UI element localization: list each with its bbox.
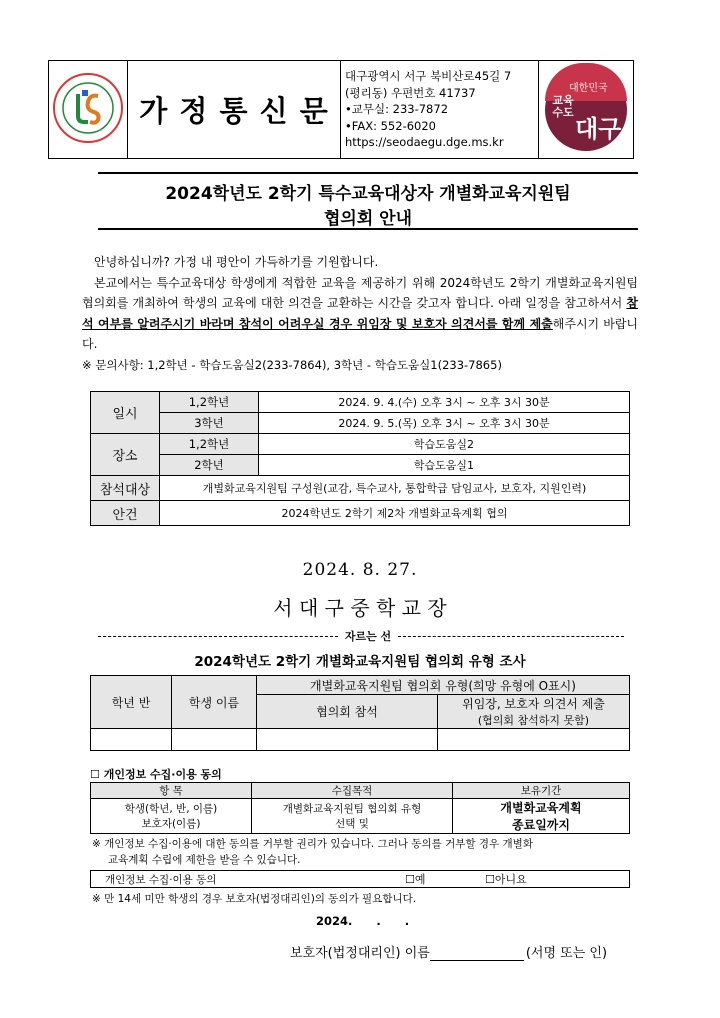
signature-date[interactable]: 2024. . . bbox=[316, 914, 410, 928]
phone: •교무실: 233-7872 bbox=[345, 102, 449, 117]
consent-note bbox=[92, 836, 632, 868]
place-grade-1: 1,2학년 bbox=[160, 434, 259, 455]
title-cell bbox=[128, 61, 341, 159]
input-proxy[interactable] bbox=[438, 729, 630, 751]
agenda-value: 2024학년도 2학기 제2차 개별화교육계획 협의 bbox=[160, 501, 630, 526]
page-title: 가 정 통 신 문 bbox=[139, 94, 329, 128]
date-grade-2: 3학년 bbox=[160, 413, 259, 434]
cut-line-right bbox=[398, 636, 624, 637]
col-proxy-line2: (협의회 참석하지 못함) bbox=[477, 714, 590, 727]
agenda-label: 안건 bbox=[91, 501, 160, 526]
consent-period-line2: 종료일까지 bbox=[512, 818, 570, 832]
schedule-table bbox=[90, 391, 630, 526]
consent-period-line1: 개별화교육계획 bbox=[500, 801, 582, 815]
main-paragraph-end: 해주시기 바랍니다. bbox=[82, 316, 638, 351]
city-logo bbox=[545, 69, 627, 151]
consent-no-checkbox[interactable]: ☐아니요 bbox=[485, 871, 630, 888]
input-grade-class[interactable] bbox=[91, 729, 172, 751]
greeting: 안녕하십니까? 가정 내 평안이 가득하기를 기원합니다. bbox=[94, 255, 379, 269]
city-logo-small-text: 대한민국 bbox=[569, 82, 608, 94]
cut-line-left bbox=[98, 636, 338, 637]
contact-cell bbox=[341, 61, 539, 159]
consent-yes-checkbox[interactable]: ☐예 bbox=[405, 871, 485, 888]
main-paragraph bbox=[82, 273, 638, 355]
place-value-2: 학습도움실1 bbox=[259, 455, 630, 476]
principal-name: 서 대 구 중 학 교 장 bbox=[273, 596, 447, 620]
document-title-line1: 2024학년도 2학기 특수교육대상자 개별화교육지원팀 bbox=[165, 184, 571, 204]
issue-date: 2024. 8. 27. bbox=[302, 560, 418, 580]
survey-title: 2024학년도 2학기 개별화교육지원팀 협의회 유형 조사 bbox=[194, 654, 526, 670]
place-value-1: 학습도움실2 bbox=[259, 434, 630, 455]
main-paragraph-start: 본교에서는 특수교육대상 학생에게 적합한 교육을 제공하기 위해 2024학년도 2학기 개별화교육지원팀 협의회를 개최하여 학생의 교육에 대한 의견을 교환하는 시간을 갖고자 합니다. 아래 일정을 참고하셔서 bbox=[82, 275, 638, 310]
col-attend: 협의회 참석 bbox=[257, 695, 438, 729]
consent-item bbox=[91, 799, 252, 834]
consent-period bbox=[453, 799, 630, 834]
col-item: 항 목 bbox=[91, 783, 252, 799]
body-text bbox=[82, 252, 638, 375]
col-period: 보유기간 bbox=[453, 783, 630, 799]
date-grade-1: 1,2학년 bbox=[160, 392, 259, 413]
guardian-name-field[interactable] bbox=[430, 946, 524, 961]
consent-agree-table bbox=[90, 870, 630, 888]
place-label: 장소 bbox=[91, 434, 160, 476]
fax: •FAX: 552-6020 bbox=[345, 118, 436, 133]
col-grade-class: 학년 반 bbox=[91, 676, 172, 729]
school-logo bbox=[52, 72, 124, 144]
consent-note-line2: 교육계획 수립에 제한을 받을 수 있습니다. bbox=[108, 854, 301, 866]
cut-line-label: 자르는 선 bbox=[344, 630, 392, 643]
survey-table bbox=[90, 675, 630, 751]
title-bottom-rule bbox=[98, 228, 638, 230]
signature-row bbox=[290, 942, 640, 961]
col-proxy-line1: 위임장, 보호자 의견서 제출 bbox=[462, 697, 605, 711]
consent-note-line1: ※ 개인정보 수집·이용에 대한 동의를 거부할 권리가 있습니다. 그러나 동의를 거부할 경우 개별화 bbox=[92, 838, 533, 850]
input-student-name[interactable] bbox=[172, 729, 257, 751]
consent-age-note: ※ 만 14세 미만 학생의 경우 보호자(법정대리인)의 동의가 필요합니다. bbox=[92, 893, 417, 905]
consent-purpose-line2: 선택 및 bbox=[335, 818, 369, 830]
consent-table bbox=[90, 782, 630, 834]
consent-item-line1: 학생(학년, 반, 이름) bbox=[124, 803, 218, 815]
date-value-1: 2024. 9. 4.(수) 오후 3시 ~ 오후 3시 30분 bbox=[259, 392, 630, 413]
attendee-value: 개별화교육지원팀 구성원(교감, 특수교사, 통합학급 담임교사, 보호자, 지원인력) bbox=[160, 476, 630, 501]
city-logo-big-text: 대구 bbox=[575, 114, 622, 143]
city-logo-side-text: 교육수도 bbox=[552, 93, 574, 119]
consent-purpose-line1: 개별화교육지원팀 협의회 유형 bbox=[282, 803, 422, 815]
consent-purpose bbox=[252, 799, 453, 834]
city-logo-cell bbox=[539, 61, 634, 159]
consent-heading: ☐ 개인정보 수집·이용 동의 bbox=[90, 768, 222, 781]
date-label: 일시 bbox=[91, 392, 160, 434]
place-grade-2: 2학년 bbox=[160, 455, 259, 476]
sign-hint: (서명 또는 인) bbox=[525, 946, 608, 961]
school-url[interactable]: https://seodaegu.dge.ms.kr bbox=[345, 135, 504, 150]
col-purpose: 수집목적 bbox=[252, 783, 453, 799]
letterhead bbox=[48, 60, 634, 159]
consent-agree-label: 개인정보 수집·이용 동의 bbox=[91, 871, 406, 888]
title-top-rule bbox=[98, 172, 638, 174]
col-type-header: 개별화교육지원팀 협의회 유형(희망 유형에 O표시) bbox=[257, 676, 630, 695]
consent-item-line2: 보호자(이름) bbox=[141, 818, 201, 830]
col-student-name: 학생 이름 bbox=[172, 676, 257, 729]
input-attend[interactable] bbox=[257, 729, 438, 751]
inquiry-note: ※ 문의사항: 1,2학년 - 학습도움실2(233-7864), 3학년 - 학습도움실1(233-7865) bbox=[82, 357, 502, 372]
school-logo-cell bbox=[49, 61, 128, 159]
col-proxy bbox=[438, 695, 630, 729]
document-title-line2: 협의회 안내 bbox=[323, 209, 413, 229]
date-value-2: 2024. 9. 5.(목) 오후 3시 ~ 오후 3시 30분 bbox=[259, 413, 630, 434]
address-line2: (평리동) 우편번호 41737 bbox=[345, 85, 476, 100]
attendee-label: 참석대상 bbox=[91, 476, 160, 501]
guardian-name-label: 보호자(법정대리인) 이름 bbox=[290, 946, 430, 961]
main-paragraph-emphasis: 참석 여부를 알려주시기 바라며 참석이 어려우실 경우 위임장 및 보호자 의견서를 함께 제출 bbox=[82, 296, 638, 331]
address-line1: 대구광역시 서구 북비산로45길 7 bbox=[345, 69, 512, 84]
